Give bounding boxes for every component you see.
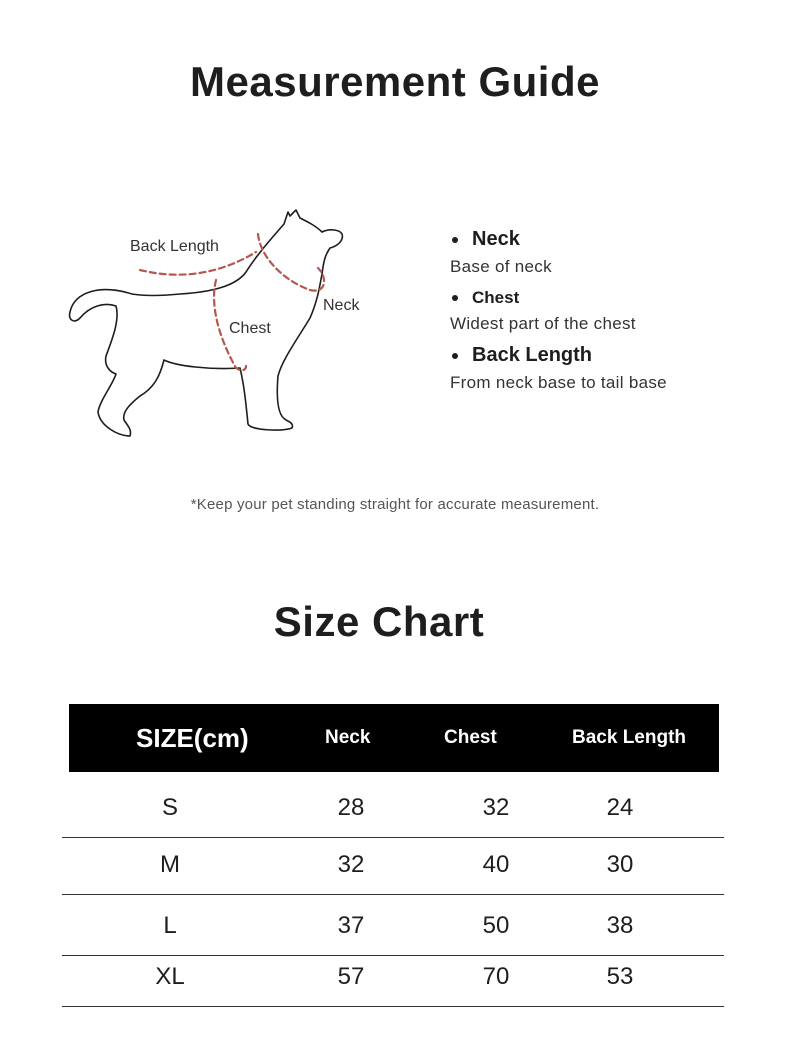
legend-desc: From neck base to tail base [450,373,667,392]
diagram-label-neck: Neck [323,297,360,314]
cell-back-length: 38 [606,912,634,939]
row-divider [62,1006,724,1007]
cell-chest: 70 [482,963,510,990]
legend-name: Back Length [472,344,593,366]
cell-back-length: 24 [606,794,634,821]
measurement-note: *Keep your pet standing straight for accurate measurement. [190,496,600,513]
cell-size: L [163,912,177,939]
legend-desc: Widest part of the chest [450,314,636,333]
cell-neck: 37 [337,912,365,939]
header-size: SIZE(cm) [136,723,249,753]
header-chest: Chest [444,727,497,748]
measurement-guide-title: Measurement Guide [190,58,600,105]
cell-back-length: 30 [606,851,634,878]
cell-neck: 57 [337,963,365,990]
legend-name: Neck [472,228,520,250]
cell-back-length: 53 [606,963,634,990]
header-neck: Neck [325,727,371,748]
legend-item-back-length [450,344,667,393]
cell-neck: 32 [337,851,365,878]
cell-neck: 28 [337,794,365,821]
bullet-icon [452,295,458,301]
cell-size: M [160,851,180,878]
bullet-icon [452,353,458,359]
size-chart-title: Size Chart [273,598,485,645]
bullet-icon [452,237,458,243]
size-table-header [69,704,719,772]
legend-desc: Base of neck [450,257,552,276]
header-back-length: Back Length [572,727,687,748]
table-row [62,835,724,895]
cell-chest: 32 [482,794,510,821]
cell-size: S [161,794,179,821]
legend-item-neck [450,228,552,277]
back-length-measure-line [140,252,256,275]
table-row [62,778,724,838]
legend-name: Chest [472,288,520,307]
table-row [62,947,724,1007]
dog-measurement-diagram [60,200,400,450]
cell-size: XL [155,963,185,990]
diagram-label-chest: Chest [229,320,271,337]
diagram-label-back-length: Back Length [130,238,219,255]
cell-chest: 50 [482,912,510,939]
row-divider [62,894,724,895]
cell-chest: 40 [482,851,510,878]
legend-item-chest [450,288,636,334]
